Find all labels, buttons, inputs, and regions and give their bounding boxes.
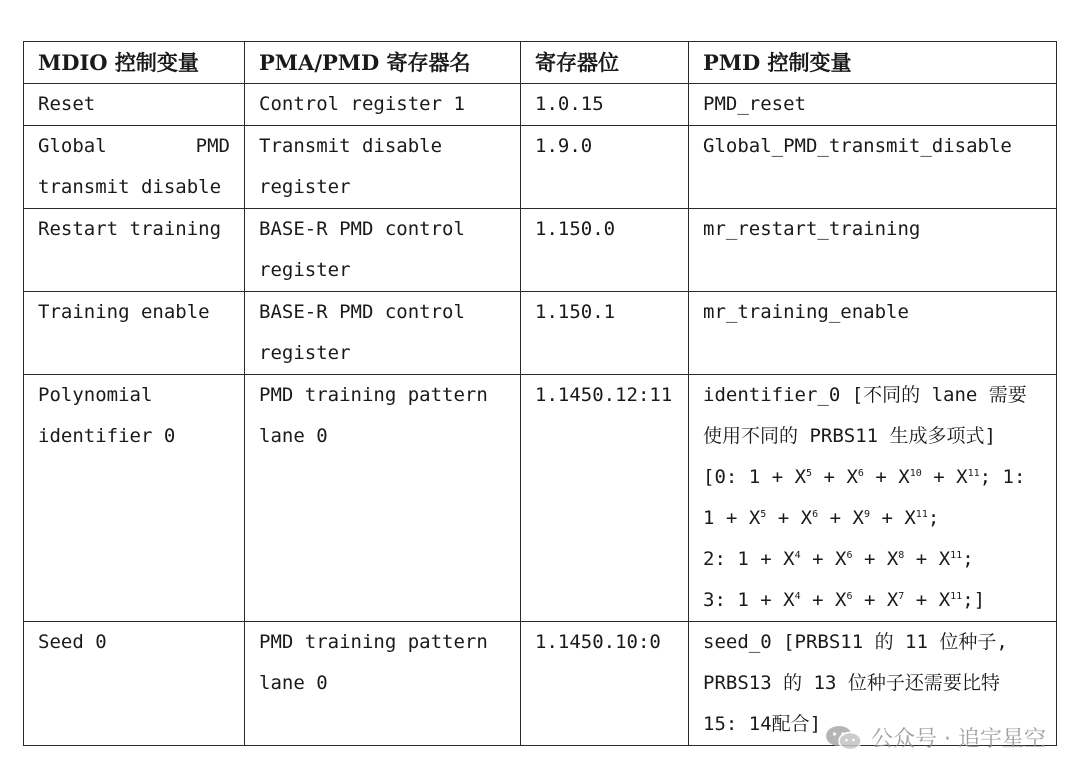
cell-bit: 1.0.15 [521, 84, 689, 126]
wechat-icon [825, 724, 863, 752]
cell-text: Global [38, 135, 107, 157]
cell-mdio [24, 375, 245, 622]
cell-register [245, 292, 521, 375]
cell-text: 15: 14配合] [703, 713, 822, 735]
header-register-name: PMA/PMD 寄存器名 [245, 42, 521, 84]
cell-text: Polynomial [38, 384, 153, 406]
cell-register [245, 622, 521, 746]
cell-register [245, 375, 521, 622]
polynomial-line-2: 2: $1 + X^4 + X^6 + X^8 + X^{11}$; [703, 548, 974, 570]
cell-text: BASE-R PMD control [259, 301, 465, 323]
cell-pmd: PMD_reset [689, 84, 1057, 126]
header-pmd-variable: PMD 控制变量 [689, 42, 1057, 84]
table-row [24, 84, 1057, 126]
cell-bit: 1.1450.12:11 [521, 375, 689, 622]
cell-mdio: Seed 0 [24, 622, 245, 746]
cell-pmd: mr_restart_training [689, 209, 1057, 292]
cell-bit: 1.1450.10:0 [521, 622, 689, 746]
cell-text: seed_0 [PRBS11 的 11 位种子, [703, 631, 1008, 653]
polynomial-line-3: 3: $1 + X^4 + X^6 + X^7$ + $X^{11}$;] [703, 589, 986, 611]
cell-text: lane 0 [259, 425, 328, 447]
table-row [24, 126, 1057, 209]
cell-text: PRBS13 的 13 位种子还需要比特 [703, 672, 1000, 694]
cell-pmd: mr_training_enable [689, 292, 1057, 375]
cell-text: register [259, 342, 351, 364]
cell-register [245, 209, 521, 292]
table-header-row [24, 42, 1057, 84]
cell-pmd [689, 375, 1057, 622]
cell-text: PMD training pattern [259, 384, 488, 406]
cell-pmd: Global_PMD_transmit_disable [689, 126, 1057, 209]
cell-bit: 1.9.0 [521, 126, 689, 209]
cell-mdio-line1 [38, 126, 230, 167]
table-row [24, 292, 1057, 375]
cell-text: identifier_0 [不同的 lane 需要 [703, 384, 1027, 406]
polynomial-line-1: $1 + X^5 + X^6 + X^9 + X^{11}$; [703, 507, 940, 529]
cell-register: Control register 1 [245, 84, 521, 126]
cell-text: lane 0 [259, 672, 328, 694]
cell-text: PMD training pattern [259, 631, 488, 653]
cell-bit: 1.150.1 [521, 292, 689, 375]
header-mdio-variable: MDIO 控制变量 [24, 42, 245, 84]
cell-mdio: Reset [24, 84, 245, 126]
table-row [24, 209, 1057, 292]
polynomial-line-0: [0: $1 + X^5 + X^6 + X^{10} + X^{11}$; 1: [703, 466, 1026, 488]
cell-text: Transmit disable [259, 135, 443, 157]
cell-text: PMD [195, 135, 230, 157]
cell-mdio [24, 126, 245, 209]
cell-text: identifier 0 [38, 425, 176, 447]
header-register-bit: 寄存器位 [521, 42, 689, 84]
cell-mdio: Restart training [24, 209, 245, 292]
table-row [24, 375, 1057, 622]
cell-text: 使用不同的 PRBS11 生成多项式] [703, 425, 996, 447]
watermark [825, 722, 1046, 753]
cell-register [245, 126, 521, 209]
cell-bit: 1.150.0 [521, 209, 689, 292]
cell-mdio-line2: transmit disable [38, 176, 222, 198]
register-table [23, 41, 1057, 746]
cell-text: register [259, 176, 351, 198]
cell-text: register [259, 259, 351, 281]
watermark-text: 公众号 · 追宇星空 [871, 727, 1046, 752]
cell-mdio: Training enable [24, 292, 245, 375]
cell-text: BASE-R PMD control [259, 218, 465, 240]
